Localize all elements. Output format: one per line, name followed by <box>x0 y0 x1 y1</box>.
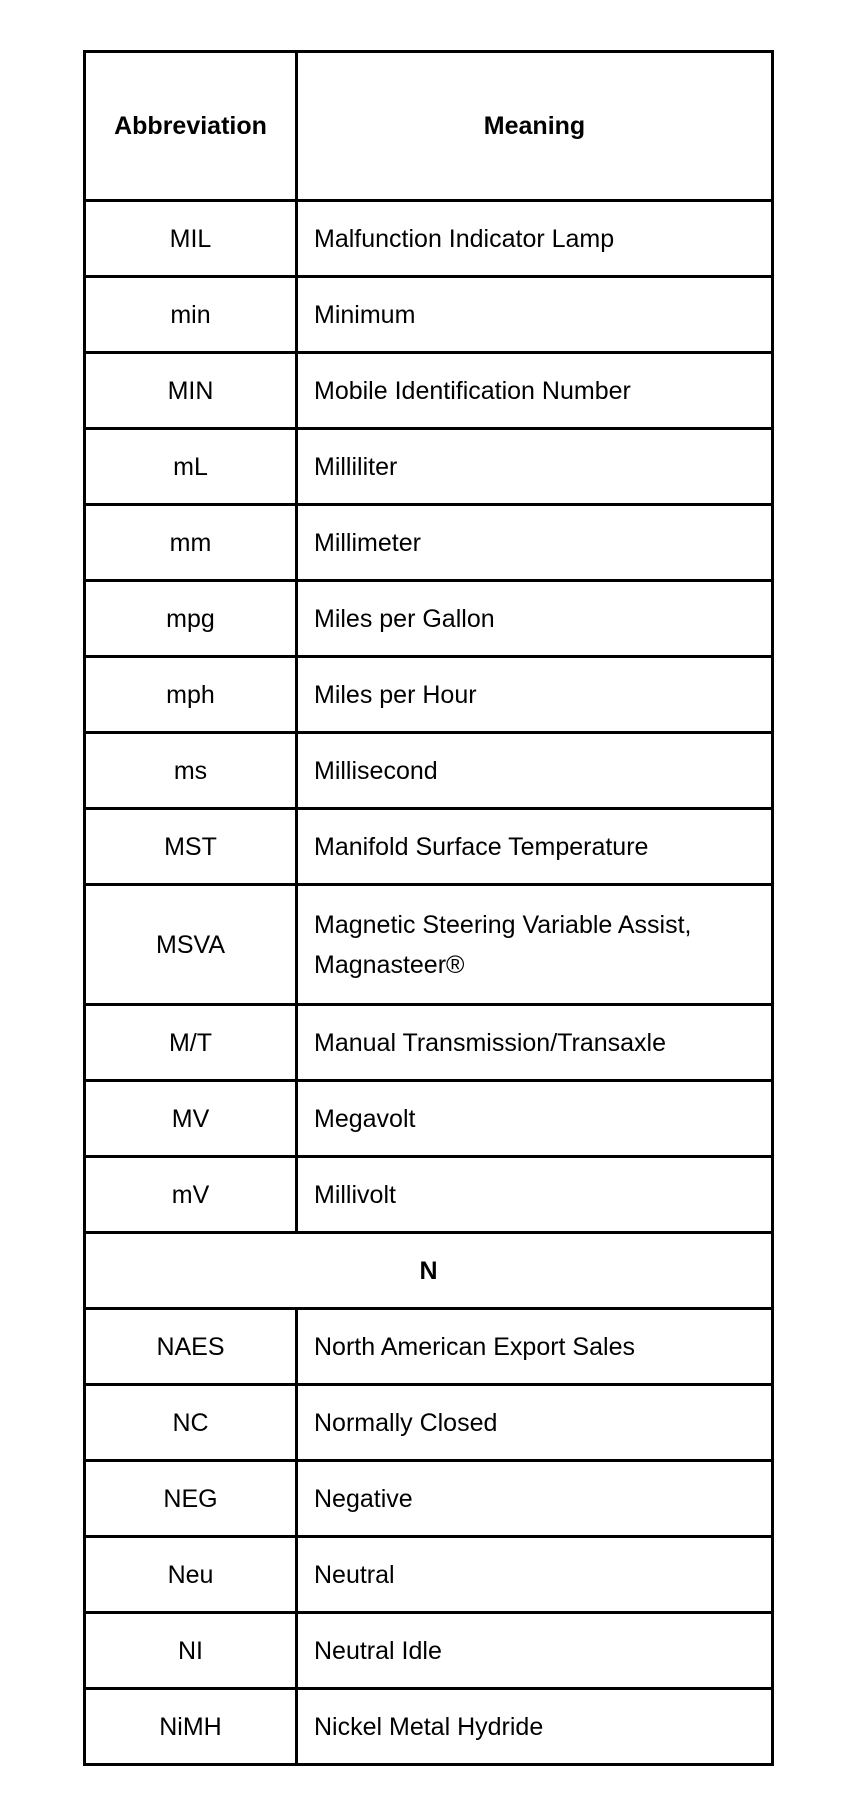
table-header-row <box>85 52 773 201</box>
abbreviation-table <box>83 50 774 1766</box>
table-row <box>85 201 773 277</box>
meaning-cell: Minimum <box>297 277 773 353</box>
table-row <box>85 1537 773 1613</box>
meaning-cell: Miles per Hour <box>297 657 773 733</box>
abbreviation-cell: MIL <box>85 201 297 277</box>
table-row <box>85 1385 773 1461</box>
table-row <box>85 1005 773 1081</box>
abbreviation-cell: NC <box>85 1385 297 1461</box>
abbreviation-cell: mm <box>85 505 297 581</box>
table-row <box>85 1309 773 1385</box>
table-row <box>85 581 773 657</box>
abbreviation-cell: ms <box>85 733 297 809</box>
abbreviation-cell: NEG <box>85 1461 297 1537</box>
abbreviation-cell: MV <box>85 1081 297 1157</box>
abbreviation-cell: NiMH <box>85 1689 297 1765</box>
meaning-cell: Normally Closed <box>297 1385 773 1461</box>
table-row <box>85 657 773 733</box>
table-row <box>85 733 773 809</box>
abbreviation-column-header: Abbreviation <box>85 52 297 201</box>
table-row <box>85 885 773 1005</box>
meaning-cell: Malfunction Indicator Lamp <box>297 201 773 277</box>
abbreviation-cell: Neu <box>85 1537 297 1613</box>
meaning-cell: North American Export Sales <box>297 1309 773 1385</box>
meaning-cell: Neutral Idle <box>297 1613 773 1689</box>
table-row <box>85 429 773 505</box>
meaning-cell: Nickel Metal Hydride <box>297 1689 773 1765</box>
abbreviation-cell: min <box>85 277 297 353</box>
table-row <box>85 1081 773 1157</box>
abbreviation-cell: mL <box>85 429 297 505</box>
meaning-cell: Mobile Identification Number <box>297 353 773 429</box>
meaning-cell: Neutral <box>297 1537 773 1613</box>
table-row <box>85 353 773 429</box>
meaning-cell: Magnetic Steering Variable Assist, Magnasteer® <box>297 885 773 1005</box>
table-row <box>85 277 773 353</box>
abbreviation-cell: MSVA <box>85 885 297 1005</box>
abbreviation-cell: NI <box>85 1613 297 1689</box>
meaning-cell: Miles per Gallon <box>297 581 773 657</box>
abbreviation-cell: M/T <box>85 1005 297 1081</box>
table-row <box>85 1461 773 1537</box>
meaning-cell: Millivolt <box>297 1157 773 1233</box>
abbreviation-cell: MST <box>85 809 297 885</box>
section-header-row <box>85 1233 773 1309</box>
abbreviation-cell: mph <box>85 657 297 733</box>
abbreviation-cell: mV <box>85 1157 297 1233</box>
meaning-cell: Millisecond <box>297 733 773 809</box>
meaning-cell: Megavolt <box>297 1081 773 1157</box>
meaning-cell: Milliliter <box>297 429 773 505</box>
table-row <box>85 809 773 885</box>
meaning-cell: Millimeter <box>297 505 773 581</box>
abbreviation-cell: MIN <box>85 353 297 429</box>
meaning-cell: Manual Transmission/Transaxle <box>297 1005 773 1081</box>
table-row <box>85 505 773 581</box>
table-row <box>85 1157 773 1233</box>
abbreviation-cell: mpg <box>85 581 297 657</box>
meaning-cell: Negative <box>297 1461 773 1537</box>
table-body <box>85 201 773 1765</box>
table-row <box>85 1689 773 1765</box>
table-row <box>85 1613 773 1689</box>
abbreviation-cell: NAES <box>85 1309 297 1385</box>
meaning-cell: Manifold Surface Temperature <box>297 809 773 885</box>
section-letter: N <box>85 1233 773 1309</box>
meaning-column-header: Meaning <box>297 52 773 201</box>
